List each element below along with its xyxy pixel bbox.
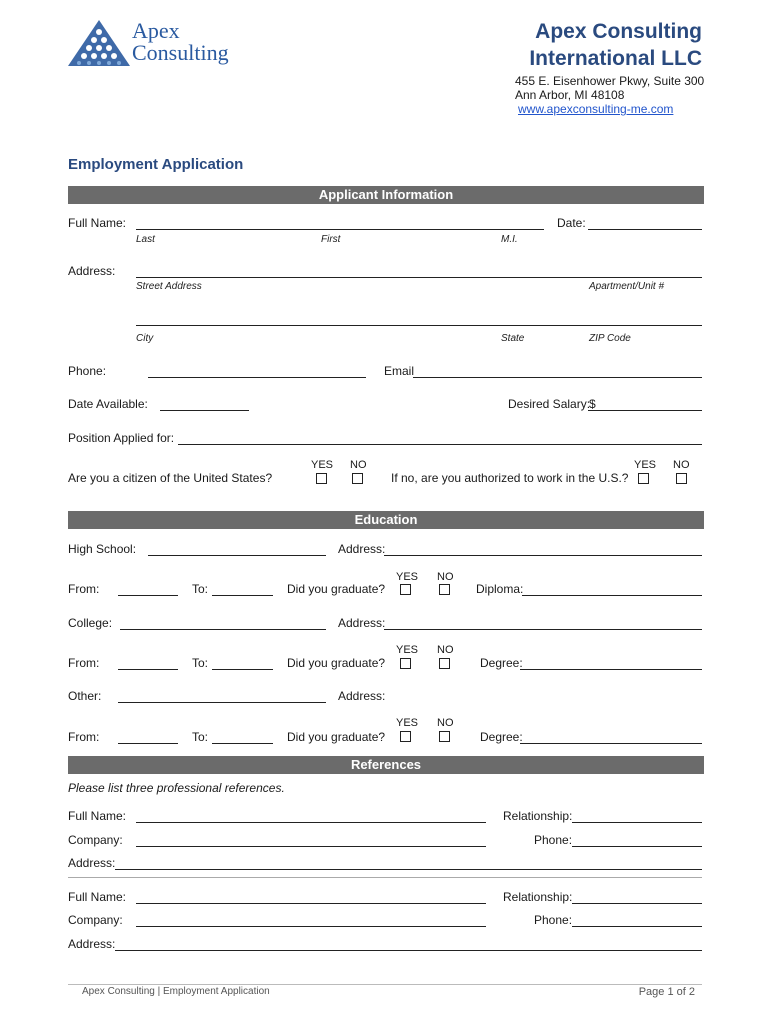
page-number: Page 1 of 2 [638,986,695,998]
company-name-line1: Apex Consulting [535,20,702,43]
ref2-relationship-field[interactable] [572,903,702,904]
ref1-company-label: Company: [68,833,123,847]
other-address-label: Address: [338,689,386,703]
company-website-link[interactable]: www.apexconsulting-me.com [518,102,674,116]
street-address-hint: Street Address [136,281,202,292]
hs-graduate-no-label: NO [437,571,454,583]
hs-from-field[interactable] [118,595,178,596]
other-school-field[interactable] [118,702,326,703]
ref1-relationship-field[interactable] [572,822,702,823]
section-header-applicant: Applicant Information [68,186,704,204]
citizen-no-label: NO [350,459,367,471]
citizen-question: Are you a citizen of the United States? [68,471,273,485]
date-available-field[interactable] [160,410,249,411]
email-label: Email [384,364,415,378]
address-label: Address: [68,264,116,278]
ref1-address-label: Address: [68,856,116,870]
college-degree-label: Degree: [480,656,523,670]
ref2-phone-field[interactable] [572,926,702,927]
ref2-address-field[interactable] [115,950,702,951]
hs-to-field[interactable] [212,595,273,596]
ref2-company-field[interactable] [136,926,486,927]
date-available-label: Date Available: [68,397,148,411]
position-field[interactable] [178,444,702,445]
logo-text-consulting: Consulting [132,40,229,65]
other-graduate-no-label: NO [437,717,454,729]
hs-graduate-no-checkbox[interactable] [439,584,450,595]
citizen-yes-label: YES [311,459,334,471]
citizen-no-checkbox[interactable] [352,473,363,484]
college-from-label: From: [68,656,100,670]
ref2-full-name-field[interactable] [136,903,486,904]
email-field[interactable] [413,377,702,378]
hs-graduate-yes-checkbox[interactable] [400,584,411,595]
section-header-education: Education [68,511,704,529]
date-field[interactable] [588,229,702,230]
date-label: Date: [557,216,586,230]
authorized-question: If no, are you authorized to work in the U.S.? [391,471,629,485]
diploma-label: Diploma: [476,582,524,596]
ref1-phone-field[interactable] [572,846,702,847]
hs-graduate-yes-label: YES [396,571,419,583]
hs-from-label: From: [68,582,100,596]
college-field[interactable] [120,629,326,630]
ref2-address-label: Address: [68,937,116,951]
authorized-yes-label: YES [634,459,657,471]
full-name-field[interactable] [136,229,544,230]
college-address-label: Address: [338,616,386,630]
ref2-company-label: Company: [68,913,123,927]
college-graduate-yes-checkbox[interactable] [400,658,411,669]
middle-initial-hint: M.I. [501,234,518,245]
hs-graduate-question: Did you graduate? [287,582,386,596]
college-to-label: To: [192,656,209,670]
ref2-full-name-label: Full Name: [68,890,127,904]
ref1-full-name-label: Full Name: [68,809,127,823]
college-degree-field[interactable] [520,669,702,670]
full-name-label: Full Name: [68,216,127,230]
position-label: Position Applied for: [68,431,175,445]
ref1-full-name-field[interactable] [136,822,486,823]
college-graduate-question: Did you graduate? [287,656,386,670]
company-address-line1: 455 E. Eisenhower Pkwy, Suite 300 [515,74,705,88]
other-graduate-yes-checkbox[interactable] [400,731,411,742]
first-name-hint: First [321,234,341,245]
authorized-yes-checkbox[interactable] [638,473,649,484]
college-to-field[interactable] [212,669,273,670]
logo-text-apex: Apex [132,18,180,43]
high-school-address-label: Address: [338,542,386,556]
authorized-no-label: NO [673,459,690,471]
street-address-field[interactable] [136,277,702,278]
ref1-address-field[interactable] [115,869,702,870]
city-hint: City [136,333,154,344]
other-school-label: Other: [68,689,102,703]
ref2-relationship-label: Relationship: [503,890,573,904]
company-address-line2: Ann Arbor, MI 48108 [515,88,625,102]
form-title: Employment Application [68,156,244,173]
other-degree-field[interactable] [520,743,702,744]
other-graduate-no-checkbox[interactable] [439,731,450,742]
citizen-yes-checkbox[interactable] [316,473,327,484]
logo-triangle-icon [66,18,132,68]
footer-divider [68,984,702,985]
college-graduate-no-label: NO [437,644,454,656]
college-graduate-yes-label: YES [396,644,419,656]
college-from-field[interactable] [118,669,178,670]
other-degree-label: Degree: [480,730,523,744]
last-name-hint: Last [136,234,155,245]
section-header-references: References [68,756,704,774]
other-from-field[interactable] [118,743,178,744]
references-intro: Please list three professional references. [68,781,285,795]
zip-hint: ZIP Code [589,333,631,344]
hs-to-label: To: [192,582,209,596]
dollar-sign: $ [589,397,596,411]
state-hint: State [501,333,525,344]
desired-salary-field[interactable] [588,410,702,411]
other-graduate-question: Did you graduate? [287,730,386,744]
other-graduate-yes-label: YES [396,717,419,729]
ref1-relationship-label: Relationship: [503,809,573,823]
company-name-line2: International LLC [529,47,702,70]
college-address-field[interactable] [384,629,702,630]
phone-label: Phone: [68,364,107,378]
diploma-field[interactable] [522,595,702,596]
other-to-label: To: [192,730,209,744]
college-graduate-no-checkbox[interactable] [439,658,450,669]
phone-field[interactable] [148,377,366,378]
city-state-zip-field[interactable] [136,325,702,326]
high-school-address-field[interactable] [384,555,702,556]
other-from-label: From: [68,730,100,744]
reference-divider [68,877,702,878]
other-to-field[interactable] [212,743,273,744]
apartment-hint: Apartment/Unit # [589,281,665,292]
footer-title: Apex Consulting | Employment Application [82,986,270,997]
ref2-phone-label: Phone: [534,913,573,927]
authorized-no-checkbox[interactable] [676,473,687,484]
high-school-label: High School: [68,542,137,556]
desired-salary-label: Desired Salary: [508,397,591,411]
high-school-field[interactable] [148,555,326,556]
ref1-company-field[interactable] [136,846,486,847]
ref1-phone-label: Phone: [534,833,573,847]
college-label: College: [68,616,113,630]
